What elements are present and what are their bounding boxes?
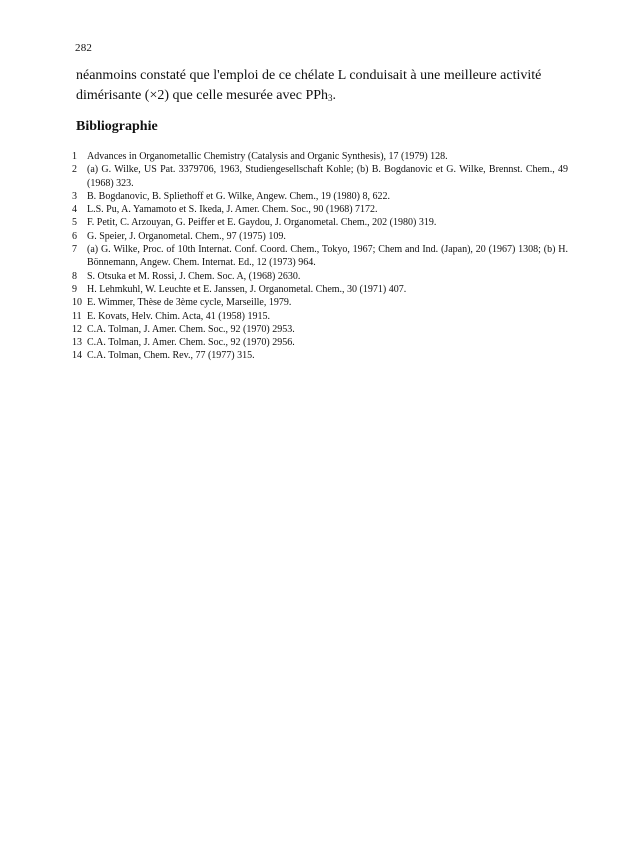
reference-list [72,150,568,363]
reference-item [72,296,568,309]
bibliography-heading: Bibliographie [76,119,158,134]
reference-text: L.S. Pu, A. Yamamoto et S. Ikeda, J. Amer. Chem. Soc., 90 (1968) 7172. [87,204,378,216]
reference-number: 2 [72,164,77,176]
intro-subscript: 3 [328,93,333,103]
reference-number: 14 [72,350,82,362]
reference-text: F. Petit, C. Arzouyan, G. Peiffer et E. Gaydou, J. Organometal. Chem., 202 (1980) 319. [87,217,437,229]
reference-item [72,283,568,296]
intro-end-punctuation: . [332,88,337,103]
reference-number: 3 [72,190,77,202]
reference-item [72,270,568,283]
reference-item [72,203,568,216]
reference-text: E. Kovats, Helv. Chim. Acta, 41 (1958) 1915. [87,310,270,322]
reference-text: G. Speier, J. Organometal. Chem., 97 (1975) 109. [87,230,286,242]
reference-number: 6 [72,230,77,242]
reference-number: 10 [72,297,82,309]
reference-text: (a) G. Wilke, Proc. of 10th Internat. Conf. Coord. Chem., Tokyo, 1967; Chem and Ind. (Japan), 20 (1967) 1308; (b) H. Bönnemann, Angew. Chem. Internat. Ed., 12 (1973) 964. [87,244,568,269]
reference-item [72,336,568,349]
reference-number: 7 [72,244,77,256]
reference-text: Advances in Organometallic Chemistry (Catalysis and Organic Synthesis), 17 (1979) 128. [87,151,448,162]
reference-number: 12 [72,323,82,335]
reference-text: B. Bogdanovic, B. Spliethoff et G. Wilke, Angew. Chem., 19 (1980) 8, 622. [87,190,390,202]
reference-text: C.A. Tolman, J. Amer. Chem. Soc., 92 (1970) 2956. [87,337,295,349]
reference-item [72,150,568,163]
reference-item [72,323,568,336]
reference-number: 1 [72,151,77,162]
reference-number: 13 [72,337,82,349]
intro-text [76,66,566,106]
reference-item [72,190,568,203]
reference-item [72,349,568,362]
reference-text: H. Lehmkuhl, W. Leuchte et E. Janssen, J. Organometal. Chem., 30 (1971) 407. [87,283,407,295]
reference-item [72,243,568,270]
reference-text: E. Wimmer, Thèse de 3ème cycle, Marseille, 1979. [87,297,292,309]
reference-item [72,230,568,243]
reference-number: 5 [72,217,77,229]
reference-item [72,163,568,190]
reference-text: S. Otsuka et M. Rossi, J. Chem. Soc. A, (1968) 2630. [87,270,301,282]
reference-item [72,216,568,229]
intro-main-text: néanmoins constaté que l'emploi de ce chélate L conduisait à une meilleure activité dimérisante (×2) que celle mesurée avec PPh [76,68,542,103]
reference-number: 11 [72,310,82,322]
reference-number: 4 [72,204,77,216]
reference-text: C.A. Tolman, J. Amer. Chem. Soc., 92 (1970) 2953. [87,323,295,335]
reference-number: 9 [72,283,77,295]
page-number: 282 [75,42,93,54]
reference-text: (a) G. Wilke, US Pat. 3379706, 1963, Studiengesellschaft Kohle; (b) B. Bogdanovic et G. Wilke, Brennst. Chem., 49 (1968) 323. [87,164,568,189]
reference-number: 8 [72,270,77,282]
reference-text: C.A. Tolman, Chem. Rev., 77 (1977) 315. [87,350,255,362]
intro-paragraph [76,66,566,106]
reference-item [72,310,568,323]
